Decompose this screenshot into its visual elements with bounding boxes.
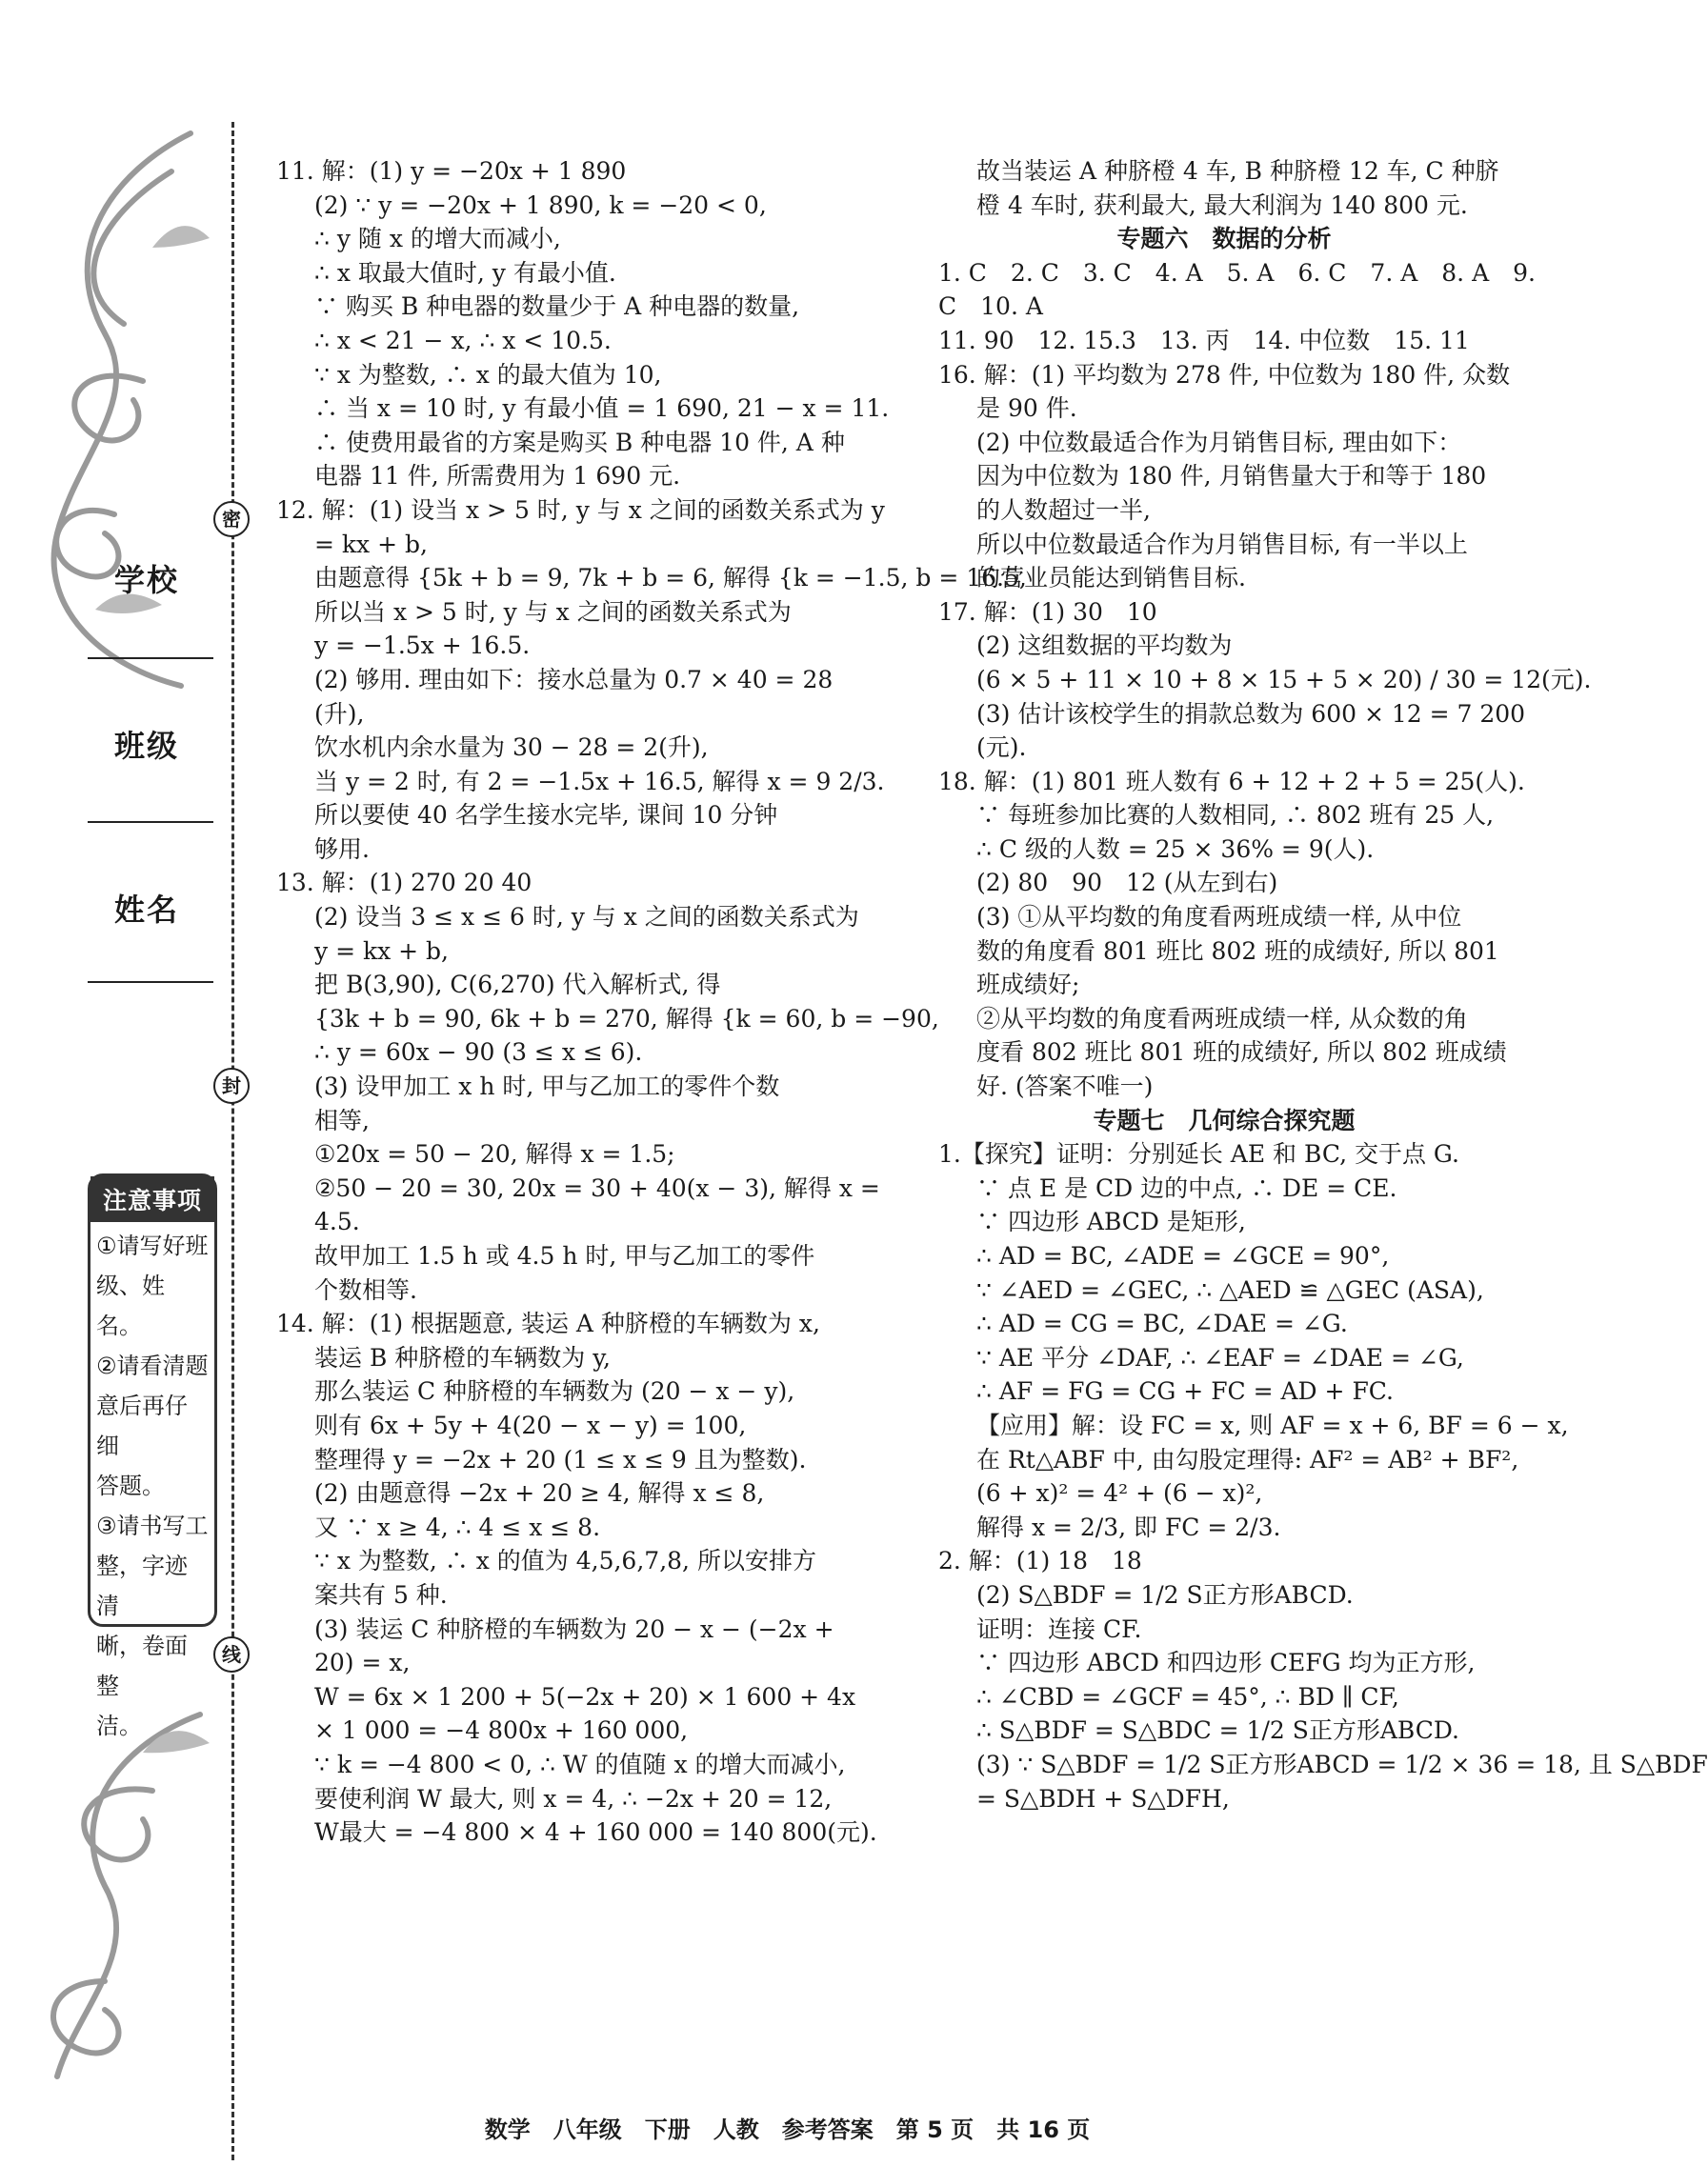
text-line: 是 90 件.	[976, 394, 1077, 423]
text-line: W最大 = −4 800 × 4 + 160 000 = 140 800(元).	[314, 1818, 877, 1847]
text-line: 11. 解：(1) y = −20x + 1 890	[276, 157, 627, 185]
text-line: ②50 − 20 = 30, 20x = 30 + 40(x − 3), 解得 x =	[314, 1173, 880, 1202]
seal-xian: 线	[213, 1636, 250, 1673]
text-line: (3) 装运 C 种脐橙的车辆数为 20 − x − (−2x +	[314, 1614, 834, 1643]
text-line: 饮水机内余水量为 30 − 28 = 2(升),	[314, 733, 709, 762]
text-line: 度看 802 班比 801 班的成绩好, 所以 802 班成绩	[976, 1038, 1507, 1067]
text-line: 16. 解：(1) 平均数为 278 件, 中位数为 180 件, 众数	[938, 360, 1511, 389]
floral-ornament-top	[0, 114, 229, 705]
text-line: 好. (答案不唯一)	[976, 1073, 1154, 1101]
text-line: = kx + b,	[314, 530, 428, 558]
section-heading: 专题七 几何综合探究题	[1093, 1106, 1356, 1134]
text-line: ∴ C 级的人数 = 25 × 36% = 9(人).	[976, 834, 1375, 863]
text-line: ∵ 购买 B 种电器的数量少于 A 种电器的数量,	[314, 292, 800, 321]
text-line: 14. 解：(1) 根据题意, 装运 A 种脐橙的车辆数为 x,	[276, 1310, 820, 1338]
text-line: 数的角度看 801 班比 802 班的成绩好, 所以 801	[976, 936, 1499, 965]
notice-line: ③请书写工	[96, 1513, 209, 1539]
text-line: (6 × 5 + 11 × 10 + 8 × 15 + 5 × 20) / 30 = 12(元).	[976, 665, 1592, 693]
class-label: 班级	[114, 728, 180, 764]
text-line: 1.【探究】证明：分别延长 AE 和 BC, 交于点 G.	[938, 1140, 1459, 1169]
text-line: 要使利润 W 最大, 则 x = 4, ∴ −2x + 20 = 12,	[314, 1784, 833, 1813]
class-blank	[88, 821, 213, 823]
text-line: ∴ 使费用最省的方案是购买 B 种电器 10 件, A 种	[314, 428, 845, 456]
text-line: ∵ 点 E 是 CD 边的中点, ∴ DE = CE.	[976, 1173, 1397, 1202]
school-blank	[88, 657, 213, 659]
text-line: 由题意得 {5k + b = 9, 7k + b = 6, 解得 {k = −1.5, b = 16.5,	[314, 564, 1027, 592]
text-line: ∴ ∠CBD = ∠GCF = 45°, ∴ BD ∥ CF,	[976, 1682, 1399, 1711]
text-line: 【应用】解：设 FC = x, 则 AF = x + 6, BF = 6 − x,	[976, 1411, 1569, 1439]
text-line: (2) 80 90 12 (从左到右)	[976, 869, 1278, 897]
text-line: ∵ 每班参加比赛的人数相同, ∴ 802 班有 25 人,	[976, 801, 1495, 830]
right-column	[938, 154, 1708, 1815]
text-line: ∴ 当 x = 10 时, y 有最小值 = 1 690, 21 − x = 11.	[314, 394, 890, 423]
text-line: 13. 解：(1) 270 20 40	[276, 869, 532, 897]
text-line: (3) ∵ S△BDF = 1/2 S正方形ABCD = 1/2 × 36 = 18, 且 S△BDF	[976, 1750, 1708, 1778]
text-line: 因为中位数为 180 件, 月销售量大于和等于 180	[976, 462, 1487, 491]
text-line: ∴ x < 21 − x, ∴ x < 10.5.	[314, 326, 612, 354]
text-line: 20) = x,	[314, 1649, 411, 1677]
text-line: 所以要使 40 名学生接水完毕, 课间 10 分钟	[314, 801, 778, 830]
text-line: 则有 6x + 5y + 4(20 − x − y) = 100,	[314, 1411, 747, 1439]
text-line: ②从平均数的角度看两班成绩一样, 从众数的角	[976, 1004, 1468, 1033]
text-line: ∵ x 为整数, ∴ x 的值为 4,5,6,7,8, 所以安排方	[314, 1547, 816, 1575]
text-line: (2) 由题意得 −2x + 20 ≥ 4, 解得 x ≤ 8,	[314, 1479, 765, 1508]
text-line: × 1 000 = −4 800x + 160 000,	[314, 1716, 689, 1745]
text-line: C 10. A	[938, 292, 1043, 321]
notice-line: 答题。	[96, 1473, 165, 1499]
name-blank	[88, 981, 213, 983]
text-line: ∴ y = 60x − 90 (3 ≤ x ≤ 6).	[314, 1038, 643, 1067]
text-line: 2. 解：(1) 18 18	[938, 1547, 1142, 1575]
notice-line: 晰，卷面整	[96, 1633, 188, 1699]
text-line: 把 B(3,90), C(6,270) 代入解析式, 得	[314, 971, 721, 999]
text-line: 在 Rt△ABF 中, 由勾股定理得: AF² = AB² + BF²,	[976, 1445, 1519, 1474]
text-line: 所以当 x > 5 时, y 与 x 之间的函数关系式为	[314, 597, 792, 626]
notice-line: 级、姓名。	[96, 1273, 165, 1339]
text-line: 17. 解：(1) 30 10	[938, 597, 1157, 626]
text-line: 的人数超过一半,	[976, 495, 1151, 524]
text-line: (3) 估计该校学生的捐款总数为 600 × 12 = 7 200	[976, 699, 1526, 728]
name-label: 姓名	[114, 892, 180, 928]
text-line: 证明：连接 CF.	[976, 1614, 1142, 1643]
text-line: (2) 够用. 理由如下：接水总量为 0.7 × 40 = 28	[314, 665, 834, 693]
binding-dashed-line	[231, 122, 234, 2160]
text-line: 4.5.	[314, 1208, 360, 1236]
text-line: ①20x = 50 − 20, 解得 x = 1.5;	[314, 1140, 675, 1169]
page-footer: 数学 八年级 下册 人教 参考答案 第 5 页 共 16 页	[484, 2116, 1091, 2143]
text-line: (2) ∵ y = −20x + 1 890, k = −20 < 0,	[314, 191, 767, 219]
notice-line: ①请写好班	[96, 1233, 209, 1259]
text-line: = S△BDH + S△DFH,	[976, 1784, 1230, 1813]
text-line: ∴ AD = CG = BC, ∠DAE = ∠G.	[976, 1310, 1348, 1338]
seal-feng: 封	[213, 1068, 250, 1104]
notice-line: ②请看清题	[96, 1353, 209, 1379]
text-line: ∴ AF = FG = CG + FC = AD + FC.	[976, 1377, 1394, 1406]
text-line: (升),	[314, 699, 365, 728]
text-line: 故甲加工 1.5 h 或 4.5 h 时, 甲与乙加工的零件	[314, 1242, 815, 1270]
text-line: 够用.	[314, 834, 370, 863]
text-line: (6 + x)² = 4² + (6 − x)²,	[976, 1479, 1263, 1508]
text-line: 11. 90 12. 15.3 13. 丙 14. 中位数 15. 11	[938, 326, 1470, 354]
text-line: 个数相等.	[314, 1275, 417, 1304]
notice-box	[88, 1173, 217, 1739]
text-line: 电器 11 件, 所需费用为 1 690 元.	[314, 462, 681, 491]
text-line: 解得 x = 2/3, 即 FC = 2/3.	[976, 1513, 1281, 1541]
text-line: 案共有 5 种.	[314, 1580, 448, 1609]
text-line: (2) S△BDF = 1/2 S正方形ABCD.	[976, 1580, 1354, 1609]
text-line: 橙 4 车时, 获利最大, 最大利润为 140 800 元.	[976, 191, 1468, 219]
text-line: ∵ ∠AED = ∠GEC, ∴ △AED ≌ △GEC (ASA),	[976, 1275, 1484, 1304]
text-line: ∵ 四边形 ABCD 是矩形,	[976, 1208, 1246, 1236]
notice-line: 整，字迹清	[96, 1553, 188, 1619]
text-line: 整理得 y = −2x + 20 (1 ≤ x ≤ 9 且为整数).	[314, 1445, 807, 1474]
text-line: 的营业员能达到销售目标.	[976, 564, 1246, 592]
seal-mi: 密	[213, 501, 250, 537]
text-line: ∵ x 为整数, ∴ x 的最大值为 10,	[314, 360, 662, 389]
text-line: 故当装运 A 种脐橙 4 车, B 种脐橙 12 车, C 种脐	[976, 157, 1499, 185]
text-line: 12. 解：(1) 设当 x > 5 时, y 与 x 之间的函数关系式为 y	[276, 495, 885, 524]
text-line: (3) ①从平均数的角度看两班成绩一样, 从中位	[976, 903, 1462, 932]
text-line: 那么装运 C 种脐橙的车辆数为 (20 − x − y),	[314, 1377, 795, 1406]
text-line: (元).	[976, 733, 1027, 762]
notice-body	[90, 1222, 214, 1750]
text-line: {3k + b = 90, 6k + b = 270, 解得 {k = 60, b = −90,	[314, 1004, 939, 1033]
text-line: 相等,	[314, 1106, 370, 1134]
text-line: y = kx + b,	[314, 936, 450, 965]
text-line: 1. C 2. C 3. C 4. A 5. A 6. C 7. A 8. A 9.	[938, 258, 1536, 287]
text-line: ∵ 四边形 ABCD 和四边形 CEFG 均为正方形,	[976, 1649, 1476, 1677]
text-line: ∴ x 取最大值时, y 有最小值.	[314, 258, 616, 287]
text-line: ∴ y 随 x 的增大而减小,	[314, 225, 561, 253]
text-line: (3) 设甲加工 x h 时, 甲与乙加工的零件个数	[314, 1073, 780, 1101]
text-line: (2) 中位数最适合作为月销售目标, 理由如下：	[976, 428, 1462, 456]
text-line: (2) 这组数据的平均数为	[976, 632, 1233, 660]
text-line: 所以中位数最适合作为月销售目标, 有一半以上	[976, 530, 1468, 558]
text-line: y = −1.5x + 16.5.	[314, 632, 531, 660]
text-line: (2) 设当 3 ≤ x ≤ 6 时, y 与 x 之间的函数关系式为	[314, 903, 859, 932]
text-line: 班成绩好;	[976, 971, 1080, 999]
text-line: 又 ∵ x ≥ 4, ∴ 4 ≤ x ≤ 8.	[314, 1513, 601, 1541]
floral-ornament-bottom	[0, 1695, 229, 2134]
text-line: 当 y = 2 时, 有 2 = −1.5x + 16.5, 解得 x = 9 2/3.	[314, 767, 885, 795]
school-label: 学校	[114, 562, 180, 598]
notice-title: 注意事项	[90, 1176, 214, 1222]
text-line: ∴ S△BDF = S△BDC = 1/2 S正方形ABCD.	[976, 1716, 1459, 1745]
text-line: ∵ AE 平分 ∠DAF, ∴ ∠EAF = ∠DAE = ∠G,	[976, 1343, 1464, 1372]
notice-line: 意后再仔细	[96, 1393, 188, 1459]
text-line: W = 6x × 1 200 + 5(−2x + 20) × 1 600 + 4x	[314, 1682, 856, 1711]
text-line: 18. 解：(1) 801 班人数有 6 + 12 + 2 + 5 = 25(人).	[938, 767, 1525, 795]
section-heading: 专题六 数据的分析	[1116, 225, 1332, 253]
text-line: ∵ k = −4 800 < 0, ∴ W 的值随 x 的增大而减小,	[314, 1750, 846, 1778]
text-line: ∴ AD = BC, ∠ADE = ∠GCE = 90°,	[976, 1242, 1390, 1270]
text-line: 装运 B 种脐橙的车辆数为 y,	[314, 1343, 611, 1372]
notice-line: 洁。	[96, 1713, 142, 1739]
